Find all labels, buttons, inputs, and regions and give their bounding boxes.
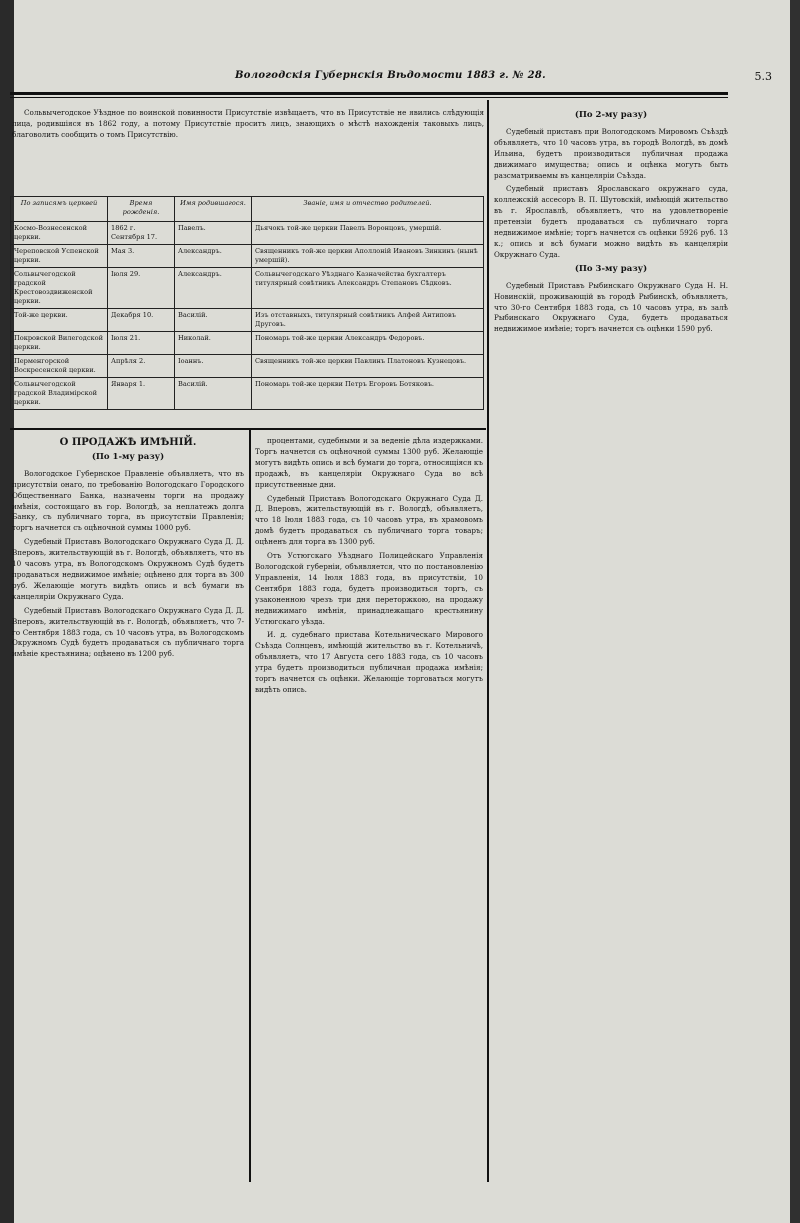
notice-paragraph: процентами, судебными и за веденіе дѣла издержками. Торгъ начнется съ оцѣночной суммы 1300 руб. Желающіе могутъ видѣть опись и всѣ бумаги до торга, относящіяся къ продажѣ, въ канцеляріи Окружнаго Суда во всѣ присутственные дни. (255, 436, 483, 489)
table-header-cell: По записямъ церквей (11, 197, 108, 222)
table-cell: Мая 3. (108, 245, 175, 268)
table-cell: Павелъ. (175, 222, 252, 245)
table-cell: Череповской Успенской церкви. (11, 245, 108, 268)
notice-paragraph: Судебный Приставъ Вологодскаго Окружнаго Суда Д. Д. Вперовъ, жительствующій въ г. Вологдѣ, объявляетъ, что 18 Іюля 1883 года, съ 10 часовъ утра, въ храмовомъ домѣ будетъ продаваться съ публичнаго торга товаръ; оцѣненъ для торга въ 1300 руб. (255, 493, 483, 547)
table-header-row (11, 197, 484, 222)
section-subheading: (По 2-му разу) (574, 110, 648, 120)
table-cell: Священникъ той-же церкви Аполлоній Ивановъ Зинкинъ (нынѣ умершій). (252, 245, 484, 268)
registry-table (10, 196, 484, 410)
notice-paragraph: Судебный Приставъ Вологодскаго Окружнаго Суда Д. Д. Вперовъ, жительствующій въ г. Вологдѣ, объявляетъ, что въ 10 часовъ утра, въ Вологодскомъ Окружномъ Судѣ будетъ продаваться недвижимое имѣніе; оцѣнено для торга въ 300 руб. Желающіе могутъ видѣть опись и всѣ бумаги въ канцеляріи Окружнаго Суда. (12, 537, 244, 601)
table-cell: Перменгорской Воскресенской церкви. (11, 355, 108, 378)
page-number: 5.3 (754, 70, 772, 83)
table-cell: Іюля 21. (108, 332, 175, 355)
table-cell: Сольвычегодскаго Уѣзднаго Казначейства бухгалтеръ титулярный совѣтникъ Александръ Степановъ Сѣдковъ. (252, 268, 484, 309)
table-header-cell: Имя родившагося. (175, 197, 252, 222)
table-header-cell: Время рожденія. (108, 197, 175, 222)
intro-text: Сольвычегодское Уѣздное по воинской повинности Присутствіе извѣщаетъ, что въ Присутствіе не явились слѣдующія лица, родившіяся въ 1862 году, а потому Присутствіе проситъ лицъ, знающихъ о мѣстѣ нахожденія таковыхъ лицъ, благоволить сообщить о томъ Присутствію. (12, 108, 484, 139)
table-header-cell: Званіе, имя и отчество родителей. (252, 197, 484, 222)
table-cell: Александръ. (175, 268, 252, 309)
table-row (11, 222, 484, 245)
table-bottom-rule (10, 428, 486, 430)
table-row (11, 355, 484, 378)
table-cell: Николай. (175, 332, 252, 355)
table-cell: Сольвычегодской градской Владимірской церкви. (11, 378, 108, 410)
table-row (11, 268, 484, 309)
page-header-title: Вологодскія Губернскія Вѣдомости 1883 г. № 28. (235, 70, 546, 81)
table-cell: Сольвычегодской градской Крестовоздвиженской церкви. (11, 268, 108, 309)
notice-paragraph: Судебный Приставъ Вологодскаго Окружнаго Суда Д. Д. Вперовъ, жительствующій въ г. Вологдѣ, объявляетъ, что 7-го Сентября 1883 года, съ 10 часовъ утра, въ Вологодскомъ Окружномъ Судѣ будетъ продаваться съ публичнаго торга имѣніе крестьянина; оцѣнено въ 1200 руб. (12, 605, 244, 659)
table-cell: Василій. (175, 309, 252, 332)
header-rule-thin (10, 97, 728, 98)
section-subheading: (По 3-му разу) (574, 263, 648, 274)
table-row (11, 378, 484, 410)
column-divider-right (487, 100, 489, 1182)
table-cell: Александръ. (175, 245, 252, 268)
middle-column (255, 436, 483, 1182)
header-rule (10, 92, 728, 95)
table-cell: Апрѣля 2. (108, 355, 175, 378)
notice-paragraph: Отъ Устюгскаго Уѣзднаго Полицейскаго Управленія Вологодской губерніи, объявляется, что по постановленію Управленія, 14 Іюля 1883 года, въ присутствіи, 10 Сентября 1883 года, будетъ производиться торгъ, съ узаконенною чрезъ три дня переторжкою, на продажу недвижимаго имѣнія, принадлежащаго крестьянину Устюгскаго уѣзда. (255, 551, 483, 626)
table-row (11, 245, 484, 268)
notice-paragraph: Судебный приставъ при Вологодскомъ Мировомъ Съѣздѣ объявляетъ, что 10 часовъ утра, въ городѣ Вологдѣ, въ домѣ Ильина, будетъ производиться публичная продажа движимаго имущества; опись и оцѣнка могутъ быть разсматриваемы въ канцеляріи Съѣзда. (494, 126, 728, 180)
notice-paragraph: Судебный приставъ Ярославскаго окружнаго суда, коллежскій ассесоръ В. П. Шутовскій, имѣющій жительство въ г. Ярославлѣ, объявляетъ, что на удовлетвореніе претензіи будетъ продаваться съ публичнаго торга недвижимое имѣніе; торгъ начнется съ оцѣнки 5926 руб. 13 к.; опись и всѣ бумаги можно видѣть въ канцеляріи Окружнаго Суда. (494, 184, 728, 259)
table-cell: Священникъ той-же церкви Павлинъ Платоновъ Кузнецовъ. (252, 355, 484, 378)
table-cell: Той-же церкви. (11, 309, 108, 332)
table-cell: Пономарь той-же церкви Петръ Егоровъ Ботяковъ. (252, 378, 484, 410)
notice-paragraph: Вологодское Губернское Правленіе объявляетъ, что въ присутствіи онаго, по требованію Вологодскаго Городского Общественнаго Банка, назначены торги на продажу имѣнія, состоящаго въ гор. Вологдѣ, за неплатежъ долга Банку, съ публичнаго торга, въ присутствіи Правленія; торгъ начнется съ оцѣночной суммы 1000 руб. (12, 468, 244, 533)
table-cell: Изъ отставныхъ, титулярный совѣтникъ Алфей Антиповъ Друговъ. (252, 309, 484, 332)
table-cell: Іюля 29. (108, 268, 175, 309)
table-cell: Декабря 10. (108, 309, 175, 332)
right-column (494, 108, 728, 1182)
left-column (12, 432, 244, 1182)
table-row (11, 309, 484, 332)
page-header (10, 66, 790, 90)
table-cell: Покровской Вилегодской церкви. (11, 332, 108, 355)
intro-notice (12, 108, 484, 192)
notice-paragraph: Судебный Приставъ Рыбинскаго Окружнаго Суда Н. Н. Новинскій, проживающій въ городѣ Рыбинскѣ, объявляетъ, что 30-го Сентября 1883 года, съ 10 часовъ утра, въ залѣ Рыбинскаго Окружнаго Суда, будетъ продаваться недвижимое имѣніе; торгъ начнется съ оцѣнки 1590 руб. (494, 280, 728, 334)
table-cell: Января 1. (108, 378, 175, 410)
table-cell: Космо-Вознесенской церкви. (11, 222, 108, 245)
notice-paragraph: И. д. судебнаго пристава Котельническаго Мирового Съѣзда Солнцевъ, имѣющій жительство въ г. Котельничѣ, объявляетъ, что 17 Августа сего 1883 года, съ 10 часовъ утра будетъ производиться публичная продажа имѣнія; торгъ начнется съ оцѣнки. Желающіе торговаться могутъ видѣть опись. (255, 630, 483, 694)
section-subheading: (По 1-му разу) (91, 451, 165, 462)
column-divider-left (249, 430, 251, 1182)
table-cell: Дьячокъ той-же церкви Павелъ Воронцовъ, умершій. (252, 222, 484, 245)
scan-right-edge (790, 0, 800, 1223)
table-cell: Пономарь той-же церкви Александръ Федоровъ. (252, 332, 484, 355)
table-cell: Іоаннъ. (175, 355, 252, 378)
table-cell: Василій. (175, 378, 252, 410)
section-heading: О ПРОДАЖѢ ИМѢНІЙ. (59, 437, 197, 448)
table-cell: 1862 г. Сентября 17. (108, 222, 175, 245)
table-row (11, 332, 484, 355)
